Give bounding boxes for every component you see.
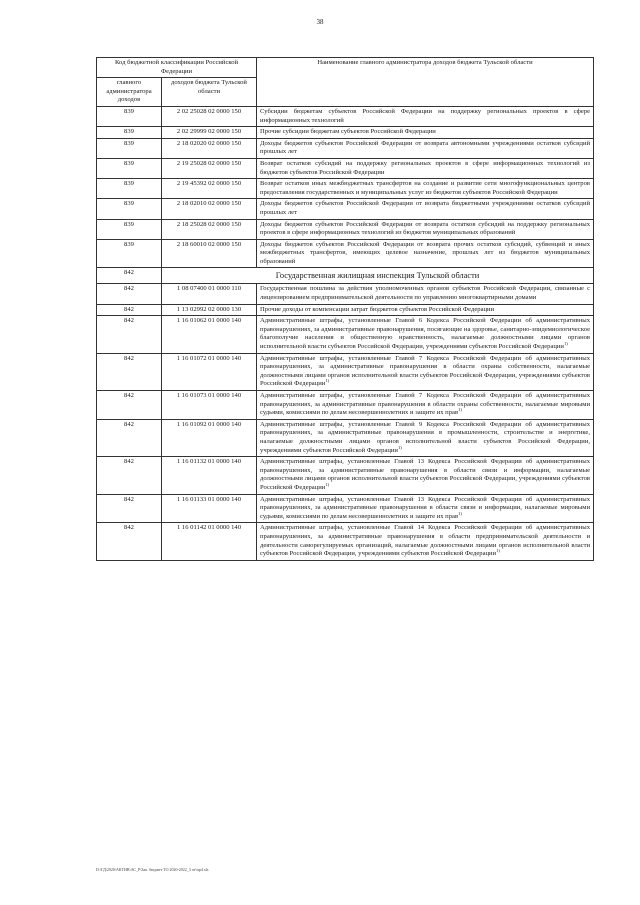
revenue-code-cell: 2 18 02020 02 0000 150 xyxy=(162,138,257,158)
revenue-code-cell: 2 19 45392 02 0000 150 xyxy=(162,179,257,199)
code-group-header: Код бюджетной классификации Российской Федерации xyxy=(97,58,257,78)
description-text: Доходы бюджетов субъектов Российской Федерации от возврата прочих остатков субсидий, субвенций и иных межбюджетных трансфертов, имеющих целевое назначение, прошлых лет из бюджетов муниципальных образований xyxy=(260,240,591,265)
table-row xyxy=(97,179,594,199)
description-cell xyxy=(257,199,594,219)
admin-code-cell: 839 xyxy=(97,199,162,219)
admin-column-header: главного администратора доходов xyxy=(97,78,162,107)
revenue-code-cell: 2 02 29999 02 0000 150 xyxy=(162,127,257,139)
revenue-code-cell: 2 18 25028 02 0000 150 xyxy=(162,219,257,239)
table-row xyxy=(97,419,594,456)
description-text: Административные штрафы, установленные Главой 13 Кодекса Российской Федерации об административных правонарушениях, за административные правонарушения в области связи и информации, налагаемые мировыми судьями, комиссиями по делам несовершеннолетних и защите их прав xyxy=(260,495,591,520)
admin-code-cell: 839 xyxy=(97,138,162,158)
description-cell xyxy=(257,523,594,560)
revenue-code-cell: 2 02 25028 02 0000 150 xyxy=(162,106,257,126)
description-cell xyxy=(257,158,594,178)
admin-code-cell: 839 xyxy=(97,106,162,126)
revenue-code-cell: 1 08 07400 01 0000 110 xyxy=(162,284,257,304)
footnote-marker: 1) xyxy=(397,444,402,450)
table-row xyxy=(97,106,594,126)
description-text: Возврат остатков иных межбюджетных трансфертов на создание и развитие сети многофункциональных центров предоставления государственных и муниципальных услуг из бюджетов субъектов Российской Федерации xyxy=(260,180,591,196)
admin-code-cell: 842 xyxy=(97,523,162,560)
description-cell xyxy=(257,457,594,494)
section-title: Государственная жилищная инспекция Тульской области xyxy=(162,268,594,284)
table-row xyxy=(97,316,594,353)
description-cell xyxy=(257,284,594,304)
footnote-marker: 1) xyxy=(325,378,330,384)
table-row xyxy=(97,158,594,178)
admin-code-cell: 839 xyxy=(97,158,162,178)
description-cell xyxy=(257,304,594,316)
table-row xyxy=(97,304,594,316)
description-text: Административные штрафы, установленные Главой 14 Кодекса Российской Федерации об административных правонарушениях, за административные правонарушения в области предпринимательской деятельности и деятельности саморегулируемых организаций, налагаемые должностными лицами органов исполнительной власти субъектов Российской Федерации, учреждениями субъектов Российской Федерации xyxy=(260,524,591,558)
file-path-footer: D:\ГД\2020\АКТИВ\АС_Р\Зак. бюджет ТО 2020-2022_3 чт\пр4.xls xyxy=(96,867,209,872)
footnote-marker: 1) xyxy=(563,340,568,346)
description-text: Административные штрафы, установленные Главой 9 Кодекса Российской Федерации об административных правонарушениях, за административные правонарушения в промышленности, строительстве и энергетике, налагаемые должностными лицами органов исполнительной власти субъектов Российской Федерации, учреждениями субъектов Российской Федерации xyxy=(260,420,591,454)
table-row xyxy=(97,199,594,219)
revenue-code-cell: 1 16 01142 01 0000 140 xyxy=(162,523,257,560)
table-row xyxy=(97,138,594,158)
description-text: Доходы бюджетов субъектов Российской Федерации от возврата остатков субсидий на поддержку региональных проектов в сфере информационных технологий из бюджетов муниципальных образований xyxy=(260,220,591,237)
table-row xyxy=(97,219,594,239)
page-number: 38 xyxy=(316,18,324,26)
admin-code-cell: 842 xyxy=(97,494,162,523)
section-admin-code: 842 xyxy=(97,268,162,284)
admin-code-cell: 839 xyxy=(97,127,162,139)
revenue-code-cell: 1 16 01132 01 0000 140 xyxy=(162,457,257,494)
table-row xyxy=(97,239,594,268)
table-row xyxy=(97,391,594,420)
description-cell xyxy=(257,127,594,139)
revenue-code-cell: 1 16 01062 01 0000 140 xyxy=(162,316,257,353)
table-row xyxy=(97,523,594,560)
description-text: Административные штрафы, установленные Главой 7 Кодекса Российской Федерации об административных правонарушениях, за административные правонарушения в области охраны собственности, налагаемые мировыми судьями, комиссиями по делам несовершеннолетних и защите их прав xyxy=(260,392,591,417)
description-cell xyxy=(257,239,594,268)
description-cell xyxy=(257,494,594,523)
table-row xyxy=(97,494,594,523)
table-row xyxy=(97,457,594,494)
description-text: Административные штрафы, установленные Главой 6 Кодекса Российской Федерации об административных правонарушениях, за административные правонарушения, посягающие на здоровье, санитарно-эпидемиологическое благополучие населения и общественную нравственность, налагаемые должностными лицами органов исполнительной власти субъектов Российской Федерации, учреждениями субъектов Российской Федерации xyxy=(260,317,591,351)
table-header-row xyxy=(97,58,594,78)
revenue-code-cell: 2 18 60010 02 0000 150 xyxy=(162,239,257,268)
footnote-marker: 1) xyxy=(325,481,330,487)
description-cell xyxy=(257,219,594,239)
description-text: Прочие доходы от компенсации затрат бюджетов субъектов Российской Федерации xyxy=(260,305,495,313)
description-cell xyxy=(257,138,594,158)
admin-code-cell: 839 xyxy=(97,239,162,268)
description-text: Возврат остатков субсидий на поддержку региональных проектов в сфере информационных технологий из бюджетов субъектов Российской Федерации xyxy=(260,159,591,176)
revenue-column-header: доходов бюджета Тульской области xyxy=(162,78,257,107)
footnote-marker: 1) xyxy=(496,547,500,553)
admin-code-cell: 842 xyxy=(97,419,162,456)
description-cell xyxy=(257,106,594,126)
table-body-842 xyxy=(97,284,594,560)
table-body-839 xyxy=(97,106,594,268)
admin-code-cell: 842 xyxy=(97,284,162,304)
revenue-code-cell: 1 16 01072 01 0000 140 xyxy=(162,353,257,390)
description-cell xyxy=(257,353,594,390)
admin-code-cell: 842 xyxy=(97,391,162,420)
description-cell xyxy=(257,391,594,420)
description-text: Доходы бюджетов субъектов Российской Федерации от возврата бюджетными учреждениями остатков субсидий прошлых лет xyxy=(260,200,591,216)
description-cell xyxy=(257,419,594,456)
admin-code-cell: 839 xyxy=(97,179,162,199)
description-cell xyxy=(257,179,594,199)
admin-code-cell: 842 xyxy=(97,457,162,494)
description-text: Государственная пошлина за действия уполномоченных органов субъектов Российской Федерации, связанные с лицензированием предпринимательской деятельности по управлению многоквартирными домами xyxy=(260,285,591,302)
revenue-code-cell: 2 19 25028 02 0000 150 xyxy=(162,158,257,178)
description-text: Административные штрафы, установленные Главой 13 Кодекса Российской Федерации об административных правонарушениях, за административные правонарушения в области связи и информации, налагаемые должностными лицами органов исполнительной власти субъектов Российской Федерации, учреждениями субъектов Российской Федерации xyxy=(260,458,591,491)
description-text: Субсидии бюджетам субъектов Российской Федерации на поддержку региональных проектов в сфере информационных технологий xyxy=(260,107,591,124)
table-row xyxy=(97,284,594,304)
description-text: Административные штрафы, установленные Главой 7 Кодекса Российской Федерации об административных правонарушениях, за административные правонарушения в области охраны собственности, налагаемые должностными лицами органов исполнительной власти субъектов Российской Федерации, учреждениями субъектов Российской Федерации xyxy=(260,354,591,388)
admin-code-cell: 842 xyxy=(97,304,162,316)
section-row xyxy=(97,268,594,284)
footnote-marker: 1) xyxy=(458,510,462,516)
admin-code-cell: 842 xyxy=(97,316,162,353)
revenue-code-cell: 1 13 02992 02 0000 130 xyxy=(162,304,257,316)
revenue-table xyxy=(96,57,594,561)
revenue-code-cell: 1 16 01092 01 0000 140 xyxy=(162,419,257,456)
admin-code-cell: 842 xyxy=(97,353,162,390)
admin-code-cell: 839 xyxy=(97,219,162,239)
table-row xyxy=(97,127,594,139)
name-column-header: Наименование главного администратора доходов бюджета Тульской области xyxy=(257,58,594,107)
revenue-code-cell: 2 18 02010 02 0000 150 xyxy=(162,199,257,219)
description-text: Доходы бюджетов субъектов Российской Федерации от возврата автономными учреждениями остатков субсидий прошлых лет xyxy=(260,139,591,156)
footnote-marker: 1) xyxy=(458,407,462,412)
revenue-code-cell: 1 16 01133 01 0000 140 xyxy=(162,494,257,523)
table-row xyxy=(97,353,594,390)
description-cell xyxy=(257,316,594,353)
description-text: Прочие субсидии бюджетам субъектов Российской Федерации xyxy=(260,128,436,136)
revenue-code-cell: 1 16 01073 01 0000 140 xyxy=(162,391,257,420)
table-section xyxy=(97,268,594,284)
